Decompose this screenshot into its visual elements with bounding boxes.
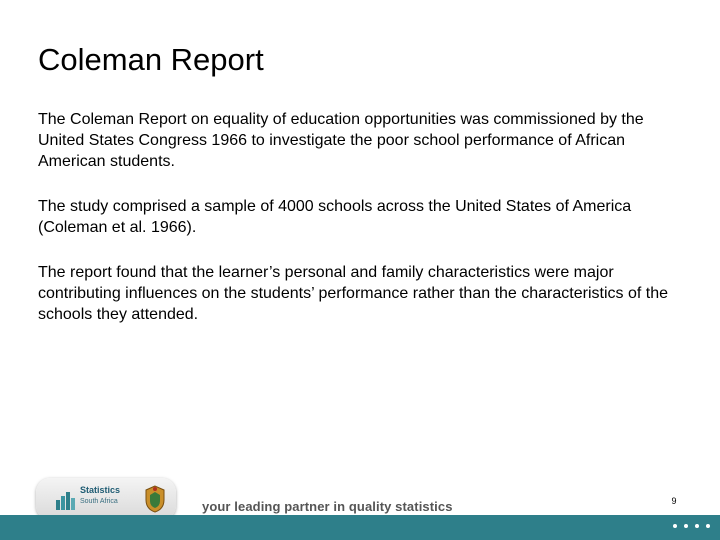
stats-sa-logo-icon [56, 490, 76, 510]
paragraph-2: The study comprised a sample of 4000 schools across the United States of America (Coleman et al. 1966). [38, 198, 632, 236]
dot-icon [684, 524, 688, 528]
slide-footer [0, 470, 720, 540]
footer-dots [673, 524, 710, 528]
dot-icon [695, 524, 699, 528]
stats-sa-logo [36, 478, 176, 520]
dot-icon [673, 524, 677, 528]
slide-body [38, 109, 688, 349]
logo-text [80, 486, 136, 506]
paragraph-1: The Coleman Report on equality of education opportunities was commissioned by the United States Congress 1966 to investigate the poor school performance of African American students. [38, 111, 644, 170]
logo-name: Statistics [80, 485, 121, 495]
page-number: 9 [671, 496, 677, 506]
footer-tagline: your leading partner in quality statistics [202, 499, 453, 514]
footer-bar [0, 515, 720, 540]
dot-icon [706, 524, 710, 528]
paragraph-3: The report found that the learner’s personal and family characteristics were major contributing influences on the students’ performance rather than the characteristics of the schools they attended. [38, 264, 668, 323]
slide-title: Coleman Report [38, 42, 264, 77]
coat-of-arms-icon [142, 484, 168, 514]
logo-subname: South Africa [80, 498, 118, 505]
